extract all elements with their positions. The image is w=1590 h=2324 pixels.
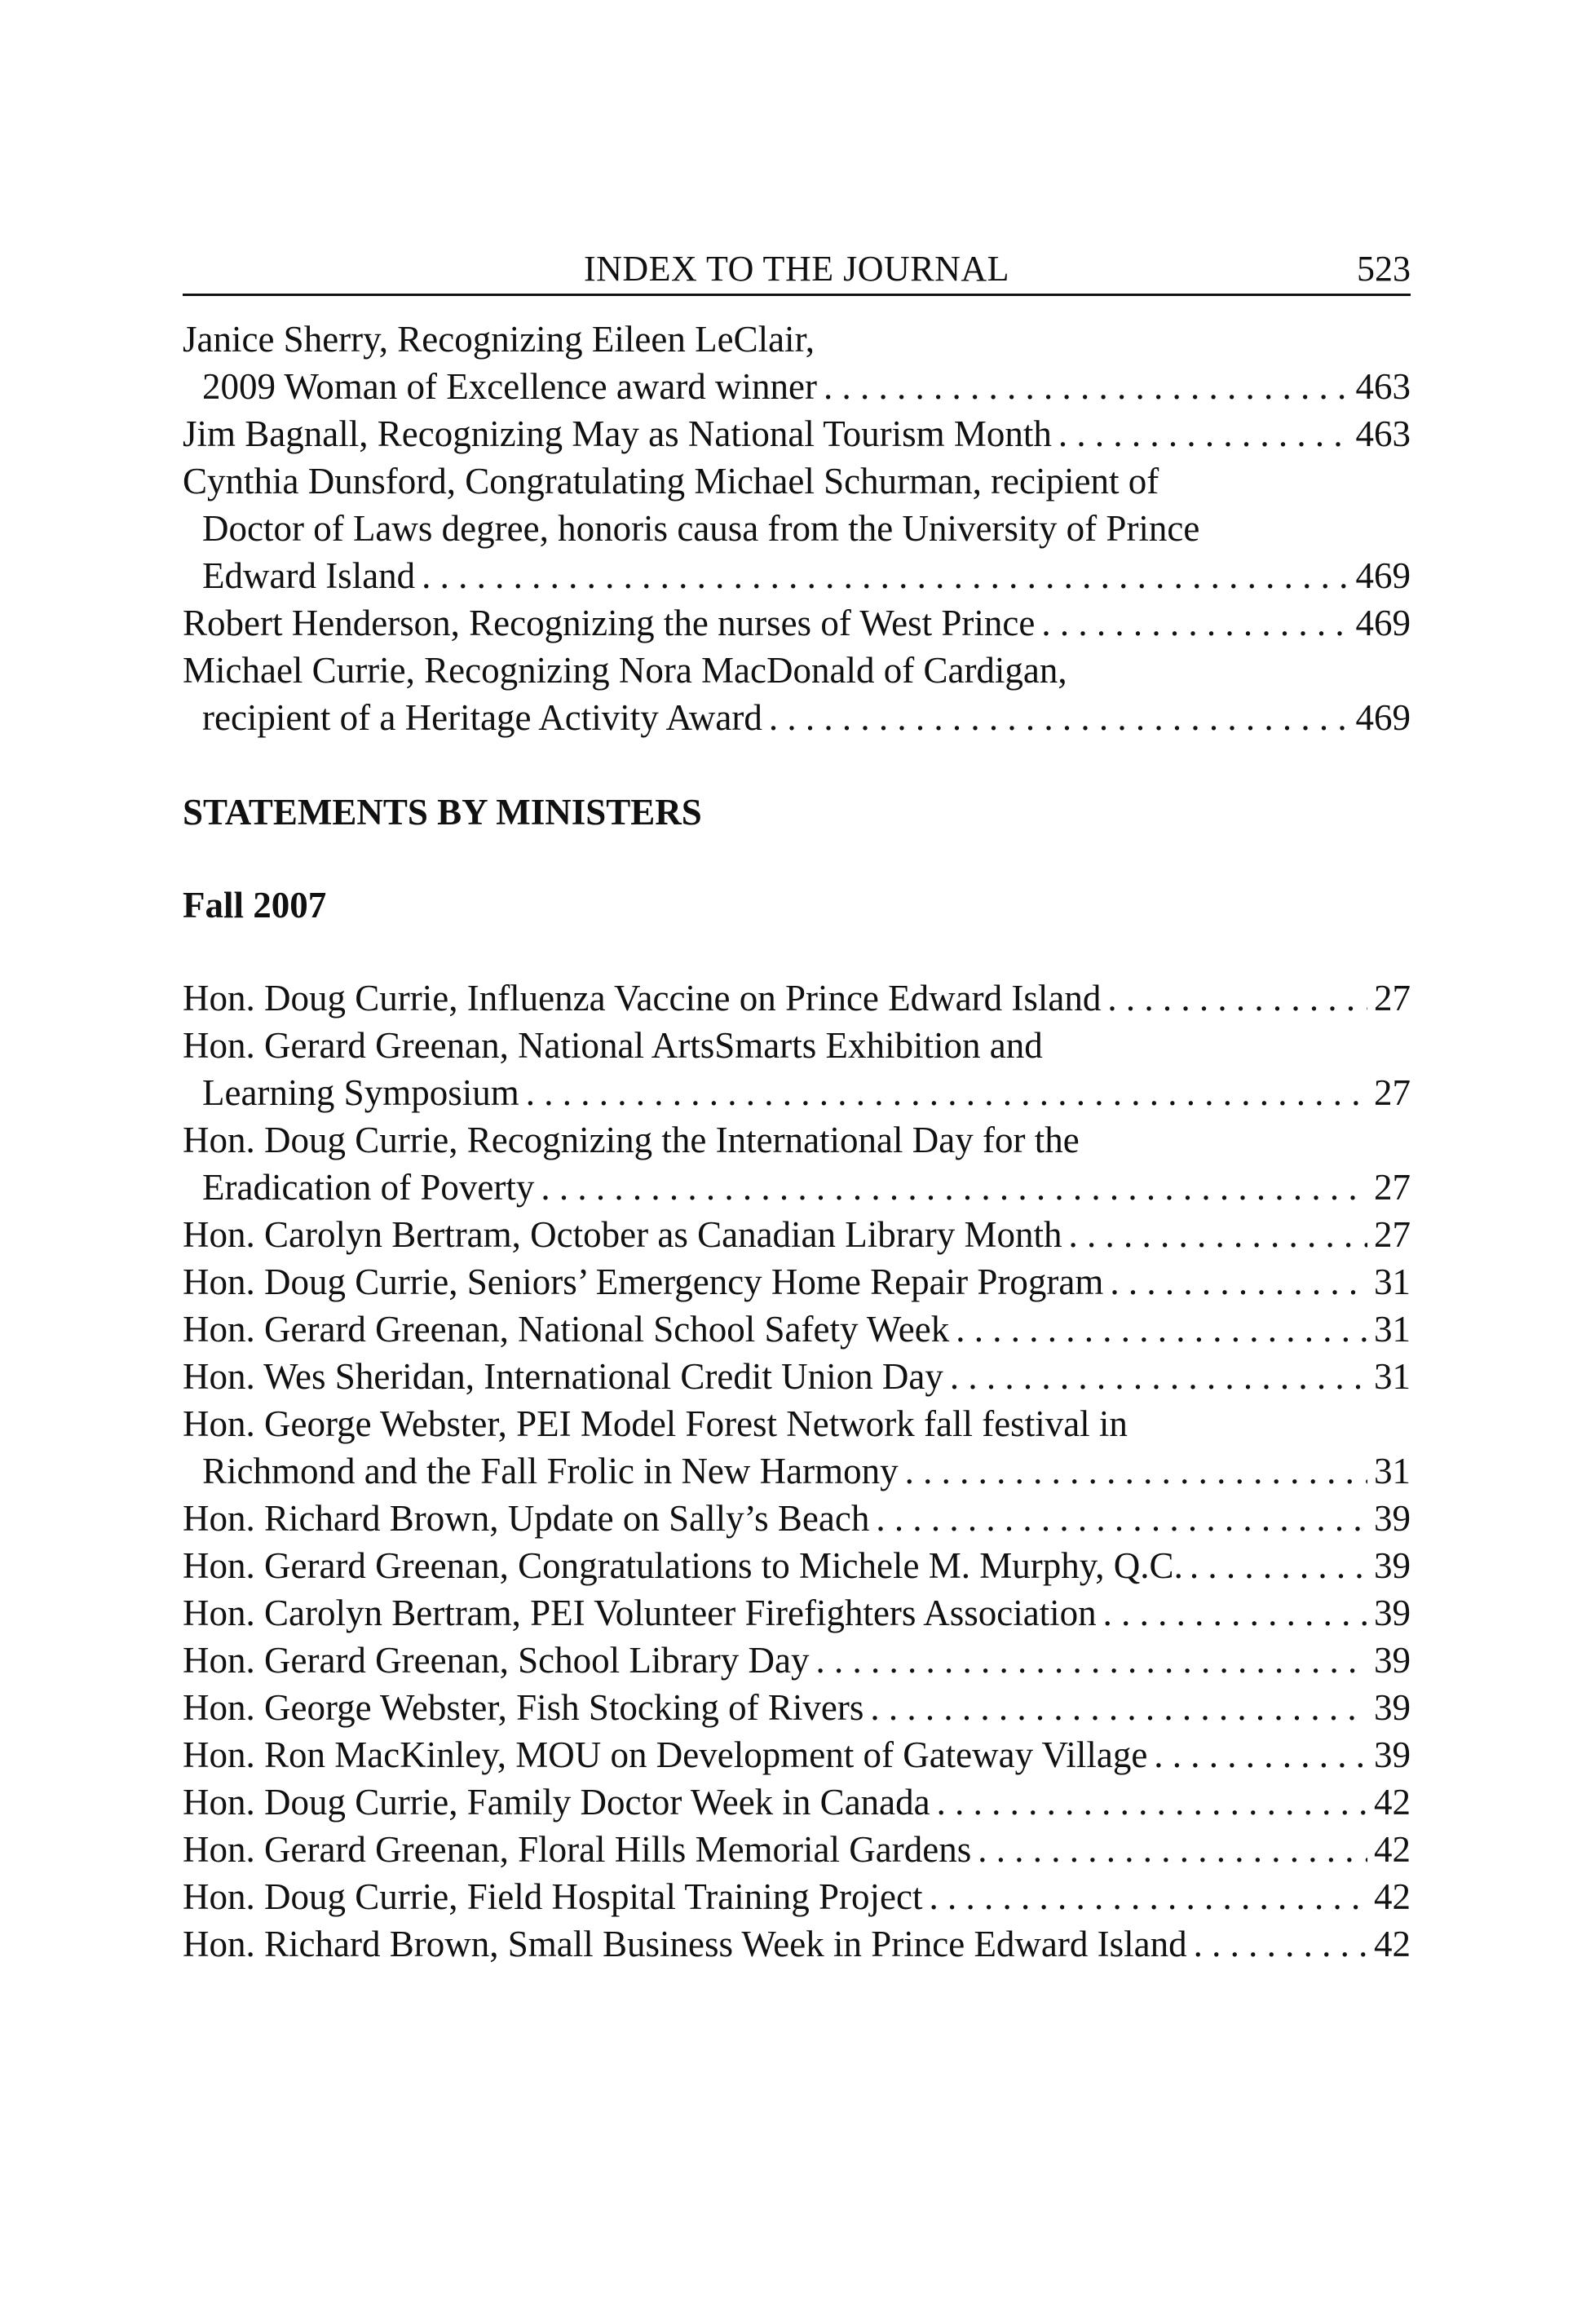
- entry-last-line: [183, 1873, 1411, 1920]
- entry-last-line: [183, 552, 1411, 599]
- entry-page-number: 42: [1374, 1924, 1411, 1964]
- entry-text: Hon. George Webster, Fish Stocking of Rivers: [183, 1687, 864, 1728]
- running-head-title: INDEX TO THE JOURNAL: [583, 249, 1010, 289]
- dot-leader: [1068, 1211, 1367, 1258]
- entry-text: Hon. Carolyn Bertram, October as Canadian Library Month: [183, 1214, 1062, 1255]
- index-entry: [183, 1022, 1411, 1116]
- sub-heading: Fall 2007: [183, 885, 327, 926]
- index-entries-members: [183, 316, 1411, 741]
- index-entry: [183, 1542, 1411, 1589]
- dot-leader: [937, 1778, 1367, 1826]
- entry-page-number: 463: [1355, 413, 1411, 454]
- entry-text: Hon. Doug Currie, Family Doctor Week in Canada: [183, 1782, 930, 1823]
- entry-page-number: 39: [1374, 1640, 1411, 1681]
- entry-text-line: Hon. Gerard Greenan, National ArtsSmarts Exhibition and: [183, 1025, 1043, 1066]
- section-heading: STATEMENTS BY MINISTERS: [183, 792, 702, 833]
- entry-text-line: Hon. Doug Currie, Recognizing the International Day for the: [183, 1120, 1080, 1160]
- entry-page-number: 31: [1374, 1451, 1411, 1491]
- entry-page-number: 42: [1374, 1829, 1411, 1870]
- entry-text: Hon. Gerard Greenan, Floral Hills Memorial Gardens: [183, 1829, 972, 1870]
- dot-leader: [950, 1353, 1367, 1400]
- index-entry: [183, 1778, 1411, 1826]
- entry-text-line: Michael Currie, Recognizing Nora MacDonald of Cardigan,: [183, 650, 1067, 691]
- entry-page-number: 39: [1374, 1734, 1411, 1775]
- entry-page-number: 27: [1374, 1072, 1411, 1113]
- dot-leader: [1107, 974, 1367, 1022]
- index-entry: [183, 1258, 1411, 1306]
- index-entries-ministers: [183, 974, 1411, 1968]
- entry-page-number: 42: [1374, 1782, 1411, 1823]
- entry-last-line: [183, 974, 1411, 1022]
- index-entry: [183, 1495, 1411, 1542]
- entry-page-number: 27: [1374, 1214, 1411, 1255]
- entry-last-line: [183, 1353, 1411, 1400]
- entry-last-line: [183, 1069, 1411, 1116]
- entry-page-number: 31: [1374, 1309, 1411, 1350]
- entry-last-line: [183, 1637, 1411, 1684]
- entry-text-line: Doctor of Laws degree, honoris causa from the University of Prince: [202, 508, 1200, 549]
- index-entry: [183, 647, 1411, 741]
- dot-leader: [1058, 410, 1349, 457]
- entry-text: Hon. Ron MacKinley, MOU on Development of Gateway Village: [183, 1734, 1148, 1775]
- entry-page-number: 39: [1374, 1545, 1411, 1586]
- entry-text: Hon. Richard Brown, Update on Sally’s Beach: [183, 1498, 870, 1539]
- dot-leader: [1190, 1542, 1367, 1589]
- entry-last-line: [183, 410, 1411, 457]
- index-entry: [183, 1826, 1411, 1873]
- index-entry: [183, 1353, 1411, 1400]
- index-entry: [183, 974, 1411, 1022]
- entry-page-number: 31: [1374, 1261, 1411, 1302]
- dot-leader: [526, 1069, 1367, 1116]
- running-head: [183, 245, 1411, 296]
- entry-page-number: 27: [1374, 978, 1411, 1018]
- dot-leader: [824, 363, 1349, 410]
- entry-last-line: [183, 599, 1411, 647]
- entry-text: Learning Symposium: [202, 1072, 519, 1113]
- entry-text: Hon. Carolyn Bertram, PEI Volunteer Firefighters Association: [183, 1593, 1097, 1633]
- entry-text-line: Hon. George Webster, PEI Model Forest Network fall festival in: [183, 1403, 1128, 1444]
- entry-last-line: [183, 1920, 1411, 1968]
- entry-text: Hon. Richard Brown, Small Business Week in Prince Edward Island: [183, 1924, 1187, 1964]
- entry-page-number: 42: [1374, 1876, 1411, 1917]
- index-entry: [183, 1211, 1411, 1258]
- dot-leader: [769, 694, 1349, 741]
- index-entry: [183, 1589, 1411, 1637]
- index-entry: [183, 1400, 1411, 1495]
- index-entry: [183, 1637, 1411, 1684]
- entry-page-number: 39: [1374, 1593, 1411, 1633]
- dot-leader: [1041, 599, 1349, 647]
- index-entry: [183, 1920, 1411, 1968]
- entry-page-number: 469: [1355, 697, 1411, 738]
- dot-leader: [1110, 1258, 1367, 1306]
- entry-text: Robert Henderson, Recognizing the nurses of West Prince: [183, 603, 1036, 643]
- entry-page-number: 469: [1355, 603, 1411, 643]
- entry-last-line: [183, 1306, 1411, 1353]
- dot-leader: [541, 1164, 1367, 1211]
- entry-last-line: [183, 1495, 1411, 1542]
- index-entry: [183, 599, 1411, 647]
- dot-leader: [905, 1447, 1367, 1495]
- entry-text-line: Janice Sherry, Recognizing Eileen LeClair,: [183, 319, 815, 360]
- entry-text: Edward Island: [202, 555, 416, 596]
- index-entry: [183, 410, 1411, 457]
- entry-last-line: [183, 1447, 1411, 1495]
- entry-text: Hon. Gerard Greenan, National School Safety Week: [183, 1309, 950, 1350]
- entry-text: recipient of a Heritage Activity Award: [202, 697, 762, 738]
- dot-leader: [1194, 1920, 1367, 1968]
- entry-last-line: [183, 1542, 1411, 1589]
- dot-leader: [876, 1495, 1367, 1542]
- entry-last-line: [183, 1826, 1411, 1873]
- entry-text: Hon. Doug Currie, Seniors’ Emergency Home Repair Program: [183, 1261, 1104, 1302]
- index-entry: [183, 316, 1411, 410]
- entry-last-line: [183, 363, 1411, 410]
- entry-text: Hon. Doug Currie, Influenza Vaccine on Prince Edward Island: [183, 978, 1102, 1018]
- entry-last-line: [183, 1589, 1411, 1637]
- dot-leader: [956, 1306, 1367, 1353]
- index-page: [183, 245, 1411, 1968]
- dot-leader: [1154, 1731, 1367, 1778]
- entry-page-number: 469: [1355, 555, 1411, 596]
- entry-text: Hon. Gerard Greenan, Congratulations to Michele M. Murphy, Q.C.: [183, 1545, 1183, 1586]
- entry-last-line: [183, 1778, 1411, 1826]
- entry-last-line: [183, 1258, 1411, 1306]
- index-entry: [183, 1116, 1411, 1211]
- dot-leader: [929, 1873, 1367, 1920]
- entry-page-number: 39: [1374, 1498, 1411, 1539]
- dot-leader: [978, 1826, 1367, 1873]
- index-entry: [183, 1873, 1411, 1920]
- index-entry: [183, 1731, 1411, 1778]
- entry-last-line: [183, 1684, 1411, 1731]
- entry-text: Eradication of Poverty: [202, 1167, 535, 1208]
- entry-last-line: [183, 1731, 1411, 1778]
- index-entry: [183, 457, 1411, 599]
- index-entry: [183, 1306, 1411, 1353]
- index-entry: [183, 1684, 1411, 1731]
- entry-last-line: [183, 1211, 1411, 1258]
- entry-last-line: [183, 1164, 1411, 1211]
- entry-page-number: 31: [1374, 1356, 1411, 1397]
- entry-text: Hon. Doug Currie, Field Hospital Training Project: [183, 1876, 923, 1917]
- entry-text: 2009 Woman of Excellence award winner: [202, 366, 818, 407]
- entry-text: Hon. Wes Sheridan, International Credit Union Day: [183, 1356, 943, 1397]
- entry-page-number: 463: [1355, 366, 1411, 407]
- entry-page-number: 39: [1374, 1687, 1411, 1728]
- dot-leader: [815, 1637, 1367, 1684]
- entry-text-line: Cynthia Dunsford, Congratulating Michael Schurman, recipient of: [183, 461, 1159, 501]
- entry-text: Richmond and the Fall Frolic in New Harmony: [202, 1451, 899, 1491]
- entry-page-number: 27: [1374, 1167, 1411, 1208]
- dot-leader: [422, 552, 1349, 599]
- entry-text: Hon. Gerard Greenan, School Library Day: [183, 1640, 810, 1681]
- dot-leader: [870, 1684, 1367, 1731]
- entry-text: Jim Bagnall, Recognizing May as National Tourism Month: [183, 413, 1052, 454]
- dot-leader: [1103, 1589, 1367, 1637]
- page-number: 523: [1357, 249, 1411, 289]
- entry-last-line: [183, 694, 1411, 741]
